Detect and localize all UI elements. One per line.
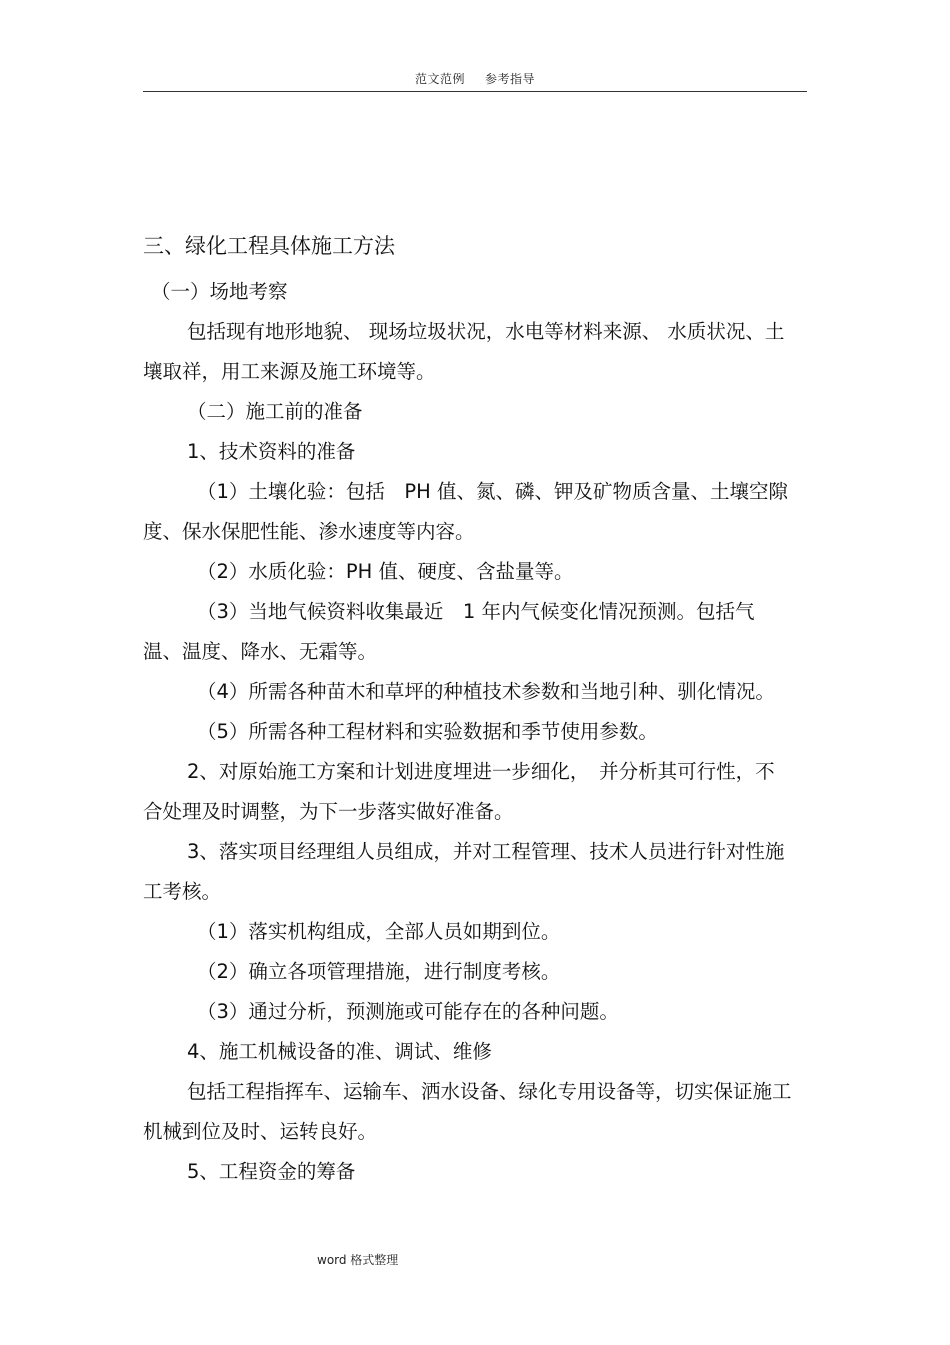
heading-site-survey: （一）场地考察 xyxy=(151,280,288,303)
paragraph-soil-test: （1）土壤化验：包括 PH 值、氮、磷、钾及矿物质含量、土壤空隙度、保水保肥性能、渗水速度等内容。 xyxy=(143,480,789,543)
heading-preparation: （二）施工前的准备 xyxy=(187,400,363,423)
heading-equipment: 4、施工机械设备的准、调试、维修 xyxy=(187,1040,492,1063)
paragraph-plan-refinement: 2、对原始施工方案和计划进度埋进一步细化， 并分析其可行性，不合处理及时调整，为下一步落实做好准备。 xyxy=(143,760,775,823)
paragraph-climate-data: （3）当地气候资料收集最近 1 年内气候变化情况预测。包括气温、温度、降水、无霜等。 xyxy=(143,600,755,663)
header-divider xyxy=(143,91,807,92)
header-left-text: 范文范例 xyxy=(414,72,465,86)
paragraph-plant-parameters: （4）所需各种苗木和草坪的种植技术参数和当地引种、驯化情况。 xyxy=(197,680,775,703)
heading-funding: 5、工程资金的筹备 xyxy=(187,1160,356,1183)
paragraph-risk-analysis: （3）通过分析，预测施或可能存在的各种问题。 xyxy=(197,1000,619,1023)
header-right-text: 参考指导 xyxy=(485,72,536,86)
paragraph-site-survey: 包括现有地形地貌、 现场垃圾状况，水电等材料来源、 水质状况、土壤取祥，用工来源及施工环境等。 xyxy=(143,320,785,383)
paragraph-management-measures: （2）确立各项管理措施，进行制度考核。 xyxy=(197,960,561,983)
paragraph-staffing: （1）落实机构组成，全部人员如期到位。 xyxy=(197,920,561,943)
paragraph-water-test: （2）水质化验：PH 值、硬度、含盐量等。 xyxy=(197,560,574,583)
document-body xyxy=(143,226,793,1192)
heading-technical-docs: 1、技术资料的准备 xyxy=(187,440,356,463)
paragraph-equipment: 包括工程指挥车、运输车、洒水设备、绿化专用设备等，切实保证施工机械到位及时、运转良好。 xyxy=(143,1080,792,1143)
page-header xyxy=(0,70,950,87)
paragraph-material-data: （5）所需各种工程材料和实验数据和季节使用参数。 xyxy=(197,720,658,743)
paragraph-team-assessment: 3、落实项目经理组人员组成，并对工程管理、技术人员进行针对性施工考核。 xyxy=(143,840,785,903)
page-footer: word 格式整理 xyxy=(317,1253,399,1267)
section-title: 三、绿化工程具体施工方法 xyxy=(143,234,395,258)
